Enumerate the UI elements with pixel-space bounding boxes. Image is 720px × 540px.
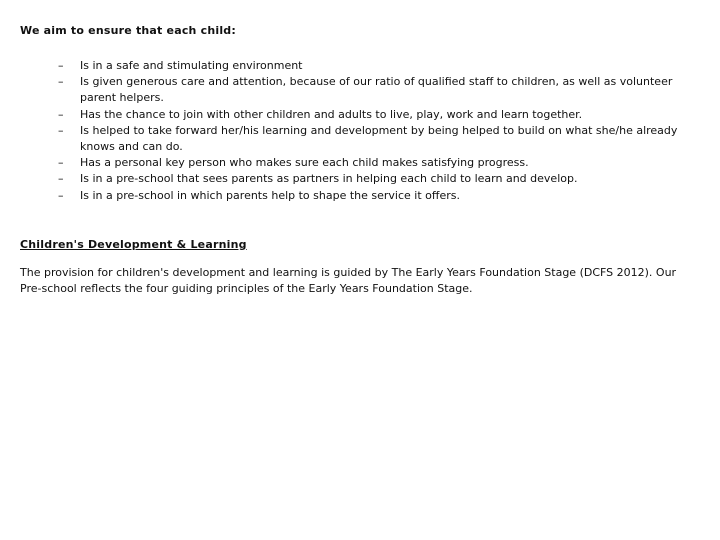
aims-heading: We aim to ensure that each child: bbox=[20, 24, 236, 37]
list-item-text: Is helped to take forward her/his learning and development by being helped to build on what she/he already knows and can do. bbox=[80, 123, 678, 154]
list-item-text: Is given generous care and attention, because of our ratio of qualified staff to children, as well as volunteer parent helpers. bbox=[80, 75, 673, 105]
dash-bullet: – bbox=[58, 75, 64, 89]
aims-list bbox=[20, 58, 700, 204]
list-item bbox=[20, 155, 700, 171]
dash-bullet: – bbox=[58, 188, 64, 202]
dash-bullet: – bbox=[58, 59, 64, 72]
list-item bbox=[20, 188, 700, 204]
dash-bullet: – bbox=[58, 156, 64, 170]
dash-bullet: – bbox=[58, 123, 64, 137]
list-item-text: Is in a pre-school that sees parents as partners in helping each child to learn and develop. bbox=[80, 172, 578, 186]
list-item-text: Is in a safe and stimulating environment bbox=[80, 59, 303, 72]
development-heading: Children's Development & Learning bbox=[20, 238, 247, 251]
list-item bbox=[20, 107, 700, 123]
development-paragraph: The provision for children's development and learning is guided by The Early Years Foundation Stage (DCFS 2012). Our Pre-school reflects the four guiding principles of the Early Years Foundation Stage. bbox=[20, 266, 677, 295]
list-item bbox=[20, 74, 700, 106]
dash-bullet: – bbox=[58, 172, 64, 186]
list-item-text: Is in a pre-school in which parents help to shape the service it offers. bbox=[80, 188, 460, 202]
dash-bullet: – bbox=[58, 107, 64, 121]
list-item bbox=[20, 123, 700, 155]
list-item bbox=[20, 171, 700, 187]
list-item-text: Has a personal key person who makes sure each child makes satisfying progress. bbox=[80, 156, 529, 170]
list-item-text: Has the chance to join with other children and adults to live, play, work and learn together. bbox=[80, 107, 583, 121]
list-item bbox=[20, 58, 700, 74]
